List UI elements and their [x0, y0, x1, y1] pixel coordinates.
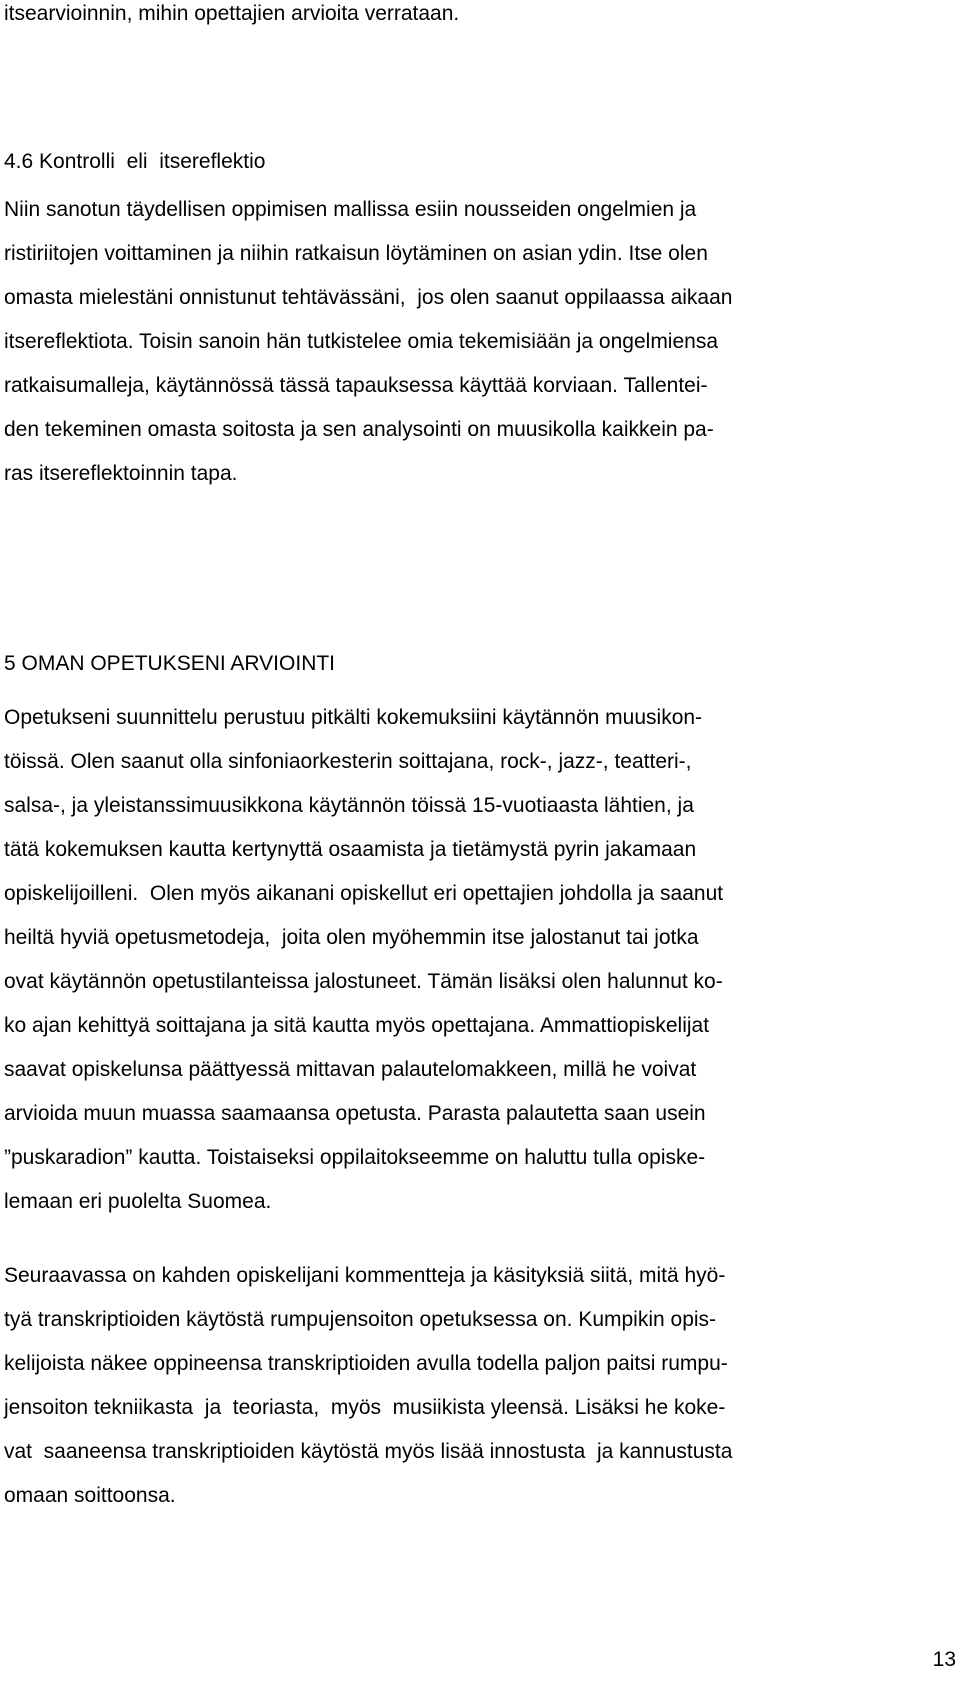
- paragraph-line: Opetukseni suunnittelu perustuu pitkälti kokemuksiini käytännön muusikon-: [4, 706, 703, 729]
- paragraph-line: ras itsereflektoinnin tapa.: [4, 462, 238, 485]
- paragraph-line: tätä kokemuksen kautta kertynyttä osaamista ja tietämystä pyrin jakamaan: [4, 838, 697, 861]
- paragraph-line: lemaan eri puolelta Suomea.: [4, 1190, 272, 1213]
- paragraph-line: töissä. Olen saanut olla sinfoniaorkesterin soittajana, rock-, jazz-, teatteri-,: [4, 750, 692, 773]
- paragraph-line: ko ajan kehittyä soittajana ja sitä kautta myös opettajana. Ammattiopiskelijat: [4, 1014, 710, 1037]
- section-heading: 5 OMAN OPETUKSENI ARVIOINTI: [4, 652, 336, 675]
- paragraph-line: omasta mielestäni onnistunut tehtävässäni, jos olen saanut oppilaassa aikaan: [4, 286, 733, 309]
- paragraph-line: vat saaneensa transkriptioiden käytöstä myös lisää innostusta ja kannustusta: [4, 1440, 733, 1463]
- paragraph-line: Niin sanotun täydellisen oppimisen mallissa esiin nousseiden ongelmien ja: [4, 198, 697, 221]
- paragraph-line: ristiriitojen voittaminen ja niihin ratkaisun löytäminen on asian ydin. Itse olen: [4, 242, 708, 265]
- paragraph-line: saavat opiskelunsa päättyessä mittavan palautelomakkeen, millä he voivat: [4, 1058, 697, 1081]
- paragraph-line: salsa-, ja yleistanssimuusikkona käytännön töissä 15-vuotiaasta lähtien, ja: [4, 794, 694, 817]
- paragraph-line: itsereflektiota. Toisin sanoin hän tutkistelee omia tekemisiään ja ongelmiensa: [4, 330, 719, 353]
- paragraph-line: tyä transkriptioiden käytöstä rumpujensoiton opetuksessa on. Kumpikin opis-: [4, 1308, 717, 1331]
- page-number: 13: [932, 1648, 956, 1671]
- paragraph-line: ”puskaradion” kautta. Toistaiseksi oppilaitokseemme on haluttu tulla opiske-: [4, 1146, 706, 1169]
- paragraph-line: kelijoista näkee oppineensa transkriptioiden avulla todella paljon paitsi rumpu-: [4, 1352, 728, 1375]
- paragraph-line: ratkaisumalleja, käytännössä tässä tapauksessa käyttää korviaan. Tallentei-: [4, 374, 708, 397]
- paragraph-line: itsearvioinnin, mihin opettajien arvioita verrataan.: [4, 2, 460, 25]
- paragraph-line: opiskelijoilleni. Olen myös aikanani opiskellut eri opettajien johdolla ja saanut: [4, 882, 724, 905]
- section-heading: 4.6 Kontrolli eli itsereflektio: [4, 150, 266, 173]
- paragraph-line: Seuraavassa on kahden opiskelijani kommentteja ja käsityksiä siitä, mitä hyö-: [4, 1264, 726, 1287]
- paragraph-line: heiltä hyviä opetusmetodeja, joita olen myöhemmin itse jalostanut tai jotka: [4, 926, 699, 949]
- paragraph-line: den tekeminen omasta soitosta ja sen analysointi on muusikolla kaikkein pa-: [4, 418, 714, 441]
- paragraph-line: omaan soittoonsa.: [4, 1484, 176, 1507]
- paragraph-line: jensoiton tekniikasta ja teoriasta, myös musiikista yleensä. Lisäksi he koke-: [4, 1396, 726, 1419]
- paragraph-line: arvioida muun muassa saamaansa opetusta. Parasta palautetta saan usein: [4, 1102, 706, 1125]
- paragraph-line: ovat käytännön opetustilanteissa jalostuneet. Tämän lisäksi olen halunnut ko-: [4, 970, 723, 993]
